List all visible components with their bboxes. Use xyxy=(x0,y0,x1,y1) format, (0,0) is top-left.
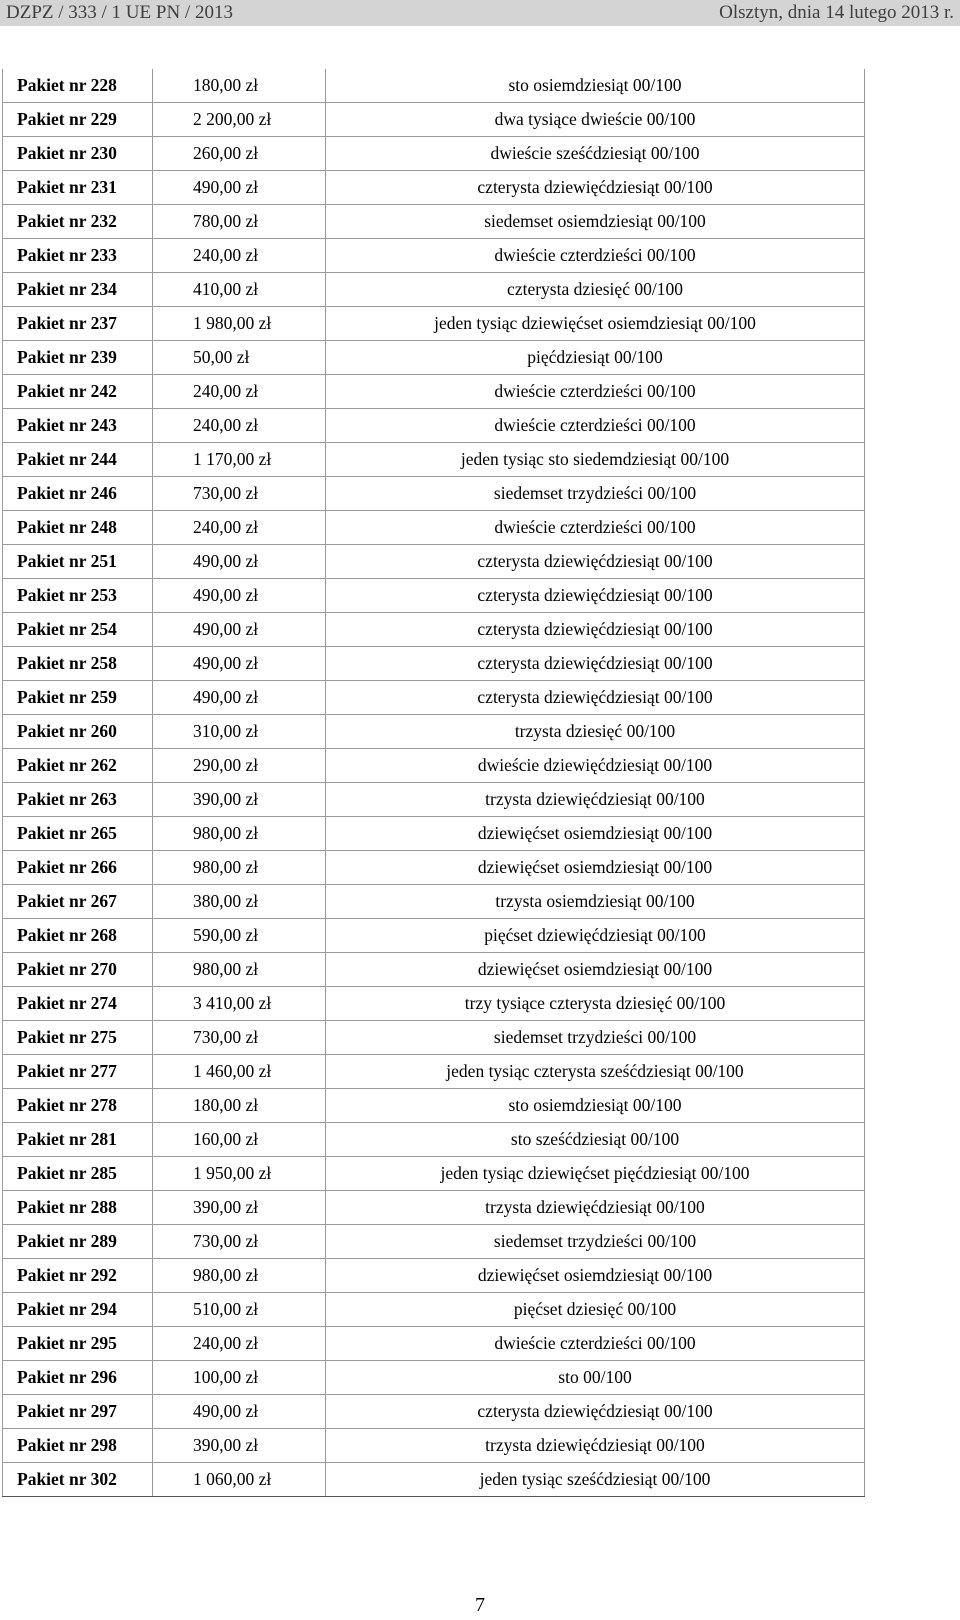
table-row xyxy=(3,409,865,443)
amount-cell: 240,00 zł xyxy=(153,239,326,273)
amount-cell: 980,00 zł xyxy=(153,817,326,851)
table-row xyxy=(3,103,865,137)
amount-in-words-cell: dwieście czterdzieści 00/100 xyxy=(326,409,865,443)
package-label-cell: Pakiet nr 285 xyxy=(3,1157,153,1191)
package-label-cell: Pakiet nr 294 xyxy=(3,1293,153,1327)
table-row xyxy=(3,1293,865,1327)
package-label-cell: Pakiet nr 288 xyxy=(3,1191,153,1225)
package-label-cell: Pakiet nr 237 xyxy=(3,307,153,341)
table-row xyxy=(3,1327,865,1361)
amount-in-words-cell: trzy tysiące czterysta dziesięć 00/100 xyxy=(326,987,865,1021)
amount-in-words-cell: sto osiemdziesiąt 00/100 xyxy=(326,69,865,103)
table-row xyxy=(3,307,865,341)
amount-cell: 1 980,00 zł xyxy=(153,307,326,341)
amount-cell: 100,00 zł xyxy=(153,1361,326,1395)
amount-cell: 380,00 zł xyxy=(153,885,326,919)
package-price-table xyxy=(2,69,865,1497)
amount-cell: 980,00 zł xyxy=(153,1259,326,1293)
amount-cell: 390,00 zł xyxy=(153,1191,326,1225)
amount-in-words-cell: czterysta dziewięćdziesiąt 00/100 xyxy=(326,579,865,613)
package-label-cell: Pakiet nr 289 xyxy=(3,1225,153,1259)
package-label-cell: Pakiet nr 246 xyxy=(3,477,153,511)
amount-in-words-cell: siedemset trzydzieści 00/100 xyxy=(326,477,865,511)
amount-in-words-cell: sto 00/100 xyxy=(326,1361,865,1395)
amount-cell: 490,00 zł xyxy=(153,681,326,715)
package-label-cell: Pakiet nr 266 xyxy=(3,851,153,885)
amount-cell: 160,00 zł xyxy=(153,1123,326,1157)
amount-in-words-cell: dwieście czterdzieści 00/100 xyxy=(326,239,865,273)
amount-cell: 240,00 zł xyxy=(153,375,326,409)
package-label-cell: Pakiet nr 233 xyxy=(3,239,153,273)
package-label-cell: Pakiet nr 298 xyxy=(3,1429,153,1463)
package-label-cell: Pakiet nr 239 xyxy=(3,341,153,375)
document-date: Olsztyn, dnia 14 lutego 2013 r. xyxy=(719,2,954,23)
table-row xyxy=(3,205,865,239)
amount-cell: 490,00 zł xyxy=(153,545,326,579)
document-reference: DZPZ / 333 / 1 UE PN / 2013 xyxy=(6,2,233,23)
amount-in-words-cell: siedemset trzydzieści 00/100 xyxy=(326,1225,865,1259)
table-row xyxy=(3,69,865,103)
amount-cell: 290,00 zł xyxy=(153,749,326,783)
amount-in-words-cell: czterysta dziewięćdziesiąt 00/100 xyxy=(326,681,865,715)
amount-in-words-cell: dwieście czterdzieści 00/100 xyxy=(326,511,865,545)
amount-cell: 1 170,00 zł xyxy=(153,443,326,477)
amount-cell: 490,00 zł xyxy=(153,613,326,647)
table-row xyxy=(3,885,865,919)
amount-in-words-cell: sto sześćdziesiąt 00/100 xyxy=(326,1123,865,1157)
amount-in-words-cell: pięćset dziewięćdziesiąt 00/100 xyxy=(326,919,865,953)
table-row xyxy=(3,987,865,1021)
package-label-cell: Pakiet nr 231 xyxy=(3,171,153,205)
amount-cell: 780,00 zł xyxy=(153,205,326,239)
amount-cell: 730,00 zł xyxy=(153,1021,326,1055)
package-label-cell: Pakiet nr 268 xyxy=(3,919,153,953)
amount-in-words-cell: jeden tysiąc sto siedemdziesiąt 00/100 xyxy=(326,443,865,477)
amount-cell: 3 410,00 zł xyxy=(153,987,326,1021)
table-row xyxy=(3,681,865,715)
amount-in-words-cell: trzysta dziewięćdziesiąt 00/100 xyxy=(326,783,865,817)
package-label-cell: Pakiet nr 251 xyxy=(3,545,153,579)
amount-cell: 310,00 zł xyxy=(153,715,326,749)
package-label-cell: Pakiet nr 270 xyxy=(3,953,153,987)
table-row xyxy=(3,1259,865,1293)
package-label-cell: Pakiet nr 259 xyxy=(3,681,153,715)
table-row xyxy=(3,1123,865,1157)
package-label-cell: Pakiet nr 281 xyxy=(3,1123,153,1157)
package-label-cell: Pakiet nr 296 xyxy=(3,1361,153,1395)
amount-in-words-cell: pięćset dziesięć 00/100 xyxy=(326,1293,865,1327)
amount-cell: 490,00 zł xyxy=(153,647,326,681)
amount-in-words-cell: trzysta dziewięćdziesiąt 00/100 xyxy=(326,1429,865,1463)
amount-cell: 730,00 zł xyxy=(153,477,326,511)
amount-cell: 1 060,00 zł xyxy=(153,1463,326,1497)
package-label-cell: Pakiet nr 229 xyxy=(3,103,153,137)
amount-in-words-cell: dwieście dziewięćdziesiąt 00/100 xyxy=(326,749,865,783)
table-row xyxy=(3,1463,865,1497)
table-row xyxy=(3,851,865,885)
amount-cell: 390,00 zł xyxy=(153,1429,326,1463)
amount-cell: 980,00 zł xyxy=(153,953,326,987)
package-label-cell: Pakiet nr 267 xyxy=(3,885,153,919)
table-row xyxy=(3,239,865,273)
package-label-cell: Pakiet nr 262 xyxy=(3,749,153,783)
amount-in-words-cell: dziewięćset osiemdziesiąt 00/100 xyxy=(326,1259,865,1293)
table-row xyxy=(3,817,865,851)
table-row xyxy=(3,647,865,681)
amount-cell: 240,00 zł xyxy=(153,1327,326,1361)
amount-cell: 180,00 zł xyxy=(153,1089,326,1123)
package-label-cell: Pakiet nr 230 xyxy=(3,137,153,171)
amount-in-words-cell: czterysta dziesięć 00/100 xyxy=(326,273,865,307)
table-row xyxy=(3,1191,865,1225)
package-label-cell: Pakiet nr 228 xyxy=(3,69,153,103)
table-row xyxy=(3,341,865,375)
amount-cell: 240,00 zł xyxy=(153,511,326,545)
amount-in-words-cell: dwieście czterdzieści 00/100 xyxy=(326,375,865,409)
package-label-cell: Pakiet nr 292 xyxy=(3,1259,153,1293)
amount-cell: 260,00 zł xyxy=(153,137,326,171)
package-label-cell: Pakiet nr 274 xyxy=(3,987,153,1021)
table-row xyxy=(3,715,865,749)
amount-in-words-cell: dwieście sześćdziesiąt 00/100 xyxy=(326,137,865,171)
package-label-cell: Pakiet nr 242 xyxy=(3,375,153,409)
package-label-cell: Pakiet nr 263 xyxy=(3,783,153,817)
table-row xyxy=(3,579,865,613)
amount-in-words-cell: dziewięćset osiemdziesiąt 00/100 xyxy=(326,851,865,885)
table-row xyxy=(3,545,865,579)
amount-cell: 490,00 zł xyxy=(153,579,326,613)
amount-cell: 240,00 zł xyxy=(153,409,326,443)
table-row xyxy=(3,1089,865,1123)
amount-cell: 390,00 zł xyxy=(153,783,326,817)
package-label-cell: Pakiet nr 232 xyxy=(3,205,153,239)
amount-in-words-cell: czterysta dziewięćdziesiąt 00/100 xyxy=(326,647,865,681)
table-row xyxy=(3,137,865,171)
amount-in-words-cell: czterysta dziewięćdziesiąt 00/100 xyxy=(326,613,865,647)
table-row xyxy=(3,477,865,511)
table-row xyxy=(3,1429,865,1463)
table-row xyxy=(3,1021,865,1055)
amount-in-words-cell: trzysta dziesięć 00/100 xyxy=(326,715,865,749)
amount-cell: 590,00 zł xyxy=(153,919,326,953)
amount-in-words-cell: dziewięćset osiemdziesiąt 00/100 xyxy=(326,953,865,987)
amount-cell: 1 460,00 zł xyxy=(153,1055,326,1089)
amount-cell: 50,00 zł xyxy=(153,341,326,375)
package-label-cell: Pakiet nr 253 xyxy=(3,579,153,613)
table-row xyxy=(3,1157,865,1191)
page-number: 7 xyxy=(475,1594,485,1616)
package-label-cell: Pakiet nr 277 xyxy=(3,1055,153,1089)
amount-in-words-cell: jeden tysiąc sześćdziesiąt 00/100 xyxy=(326,1463,865,1497)
table-row xyxy=(3,613,865,647)
package-label-cell: Pakiet nr 243 xyxy=(3,409,153,443)
package-label-cell: Pakiet nr 275 xyxy=(3,1021,153,1055)
table-row xyxy=(3,273,865,307)
table-row xyxy=(3,443,865,477)
table-row xyxy=(3,749,865,783)
table-row xyxy=(3,1361,865,1395)
amount-in-words-cell: siedemset trzydzieści 00/100 xyxy=(326,1021,865,1055)
amount-in-words-cell: trzysta osiemdziesiąt 00/100 xyxy=(326,885,865,919)
package-label-cell: Pakiet nr 244 xyxy=(3,443,153,477)
amount-in-words-cell: czterysta dziewięćdziesiąt 00/100 xyxy=(326,1395,865,1429)
table-row xyxy=(3,1395,865,1429)
amount-in-words-cell: jeden tysiąc dziewięćset osiemdziesiąt 00/100 xyxy=(326,307,865,341)
amount-cell: 490,00 zł xyxy=(153,1395,326,1429)
package-label-cell: Pakiet nr 295 xyxy=(3,1327,153,1361)
amount-in-words-cell: dwieście czterdzieści 00/100 xyxy=(326,1327,865,1361)
amount-cell: 180,00 zł xyxy=(153,69,326,103)
table-row xyxy=(3,511,865,545)
package-label-cell: Pakiet nr 302 xyxy=(3,1463,153,1497)
amount-in-words-cell: pięćdziesiąt 00/100 xyxy=(326,341,865,375)
amount-in-words-cell: trzysta dziewięćdziesiąt 00/100 xyxy=(326,1191,865,1225)
package-label-cell: Pakiet nr 234 xyxy=(3,273,153,307)
amount-cell: 2 200,00 zł xyxy=(153,103,326,137)
table-row xyxy=(3,171,865,205)
package-label-cell: Pakiet nr 254 xyxy=(3,613,153,647)
amount-cell: 410,00 zł xyxy=(153,273,326,307)
amount-in-words-cell: dziewięćset osiemdziesiąt 00/100 xyxy=(326,817,865,851)
package-price-table-container xyxy=(2,69,864,1497)
package-price-table-body xyxy=(3,69,865,1497)
package-label-cell: Pakiet nr 265 xyxy=(3,817,153,851)
amount-in-words-cell: jeden tysiąc czterysta sześćdziesiąt 00/100 xyxy=(326,1055,865,1089)
package-label-cell: Pakiet nr 248 xyxy=(3,511,153,545)
package-label-cell: Pakiet nr 260 xyxy=(3,715,153,749)
document-header xyxy=(0,0,960,26)
amount-in-words-cell: siedemset osiemdziesiąt 00/100 xyxy=(326,205,865,239)
amount-cell: 510,00 zł xyxy=(153,1293,326,1327)
table-row xyxy=(3,953,865,987)
table-row xyxy=(3,375,865,409)
amount-in-words-cell: dwa tysiące dwieście 00/100 xyxy=(326,103,865,137)
amount-cell: 490,00 zł xyxy=(153,171,326,205)
package-label-cell: Pakiet nr 258 xyxy=(3,647,153,681)
package-label-cell: Pakiet nr 297 xyxy=(3,1395,153,1429)
amount-cell: 730,00 zł xyxy=(153,1225,326,1259)
package-label-cell: Pakiet nr 278 xyxy=(3,1089,153,1123)
table-row xyxy=(3,919,865,953)
table-row xyxy=(3,1225,865,1259)
table-row xyxy=(3,1055,865,1089)
amount-in-words-cell: czterysta dziewięćdziesiąt 00/100 xyxy=(326,545,865,579)
table-row xyxy=(3,783,865,817)
amount-in-words-cell: sto osiemdziesiąt 00/100 xyxy=(326,1089,865,1123)
amount-cell: 980,00 zł xyxy=(153,851,326,885)
amount-cell: 1 950,00 zł xyxy=(153,1157,326,1191)
amount-in-words-cell: jeden tysiąc dziewięćset pięćdziesiąt 00/100 xyxy=(326,1157,865,1191)
amount-in-words-cell: czterysta dziewięćdziesiąt 00/100 xyxy=(326,171,865,205)
